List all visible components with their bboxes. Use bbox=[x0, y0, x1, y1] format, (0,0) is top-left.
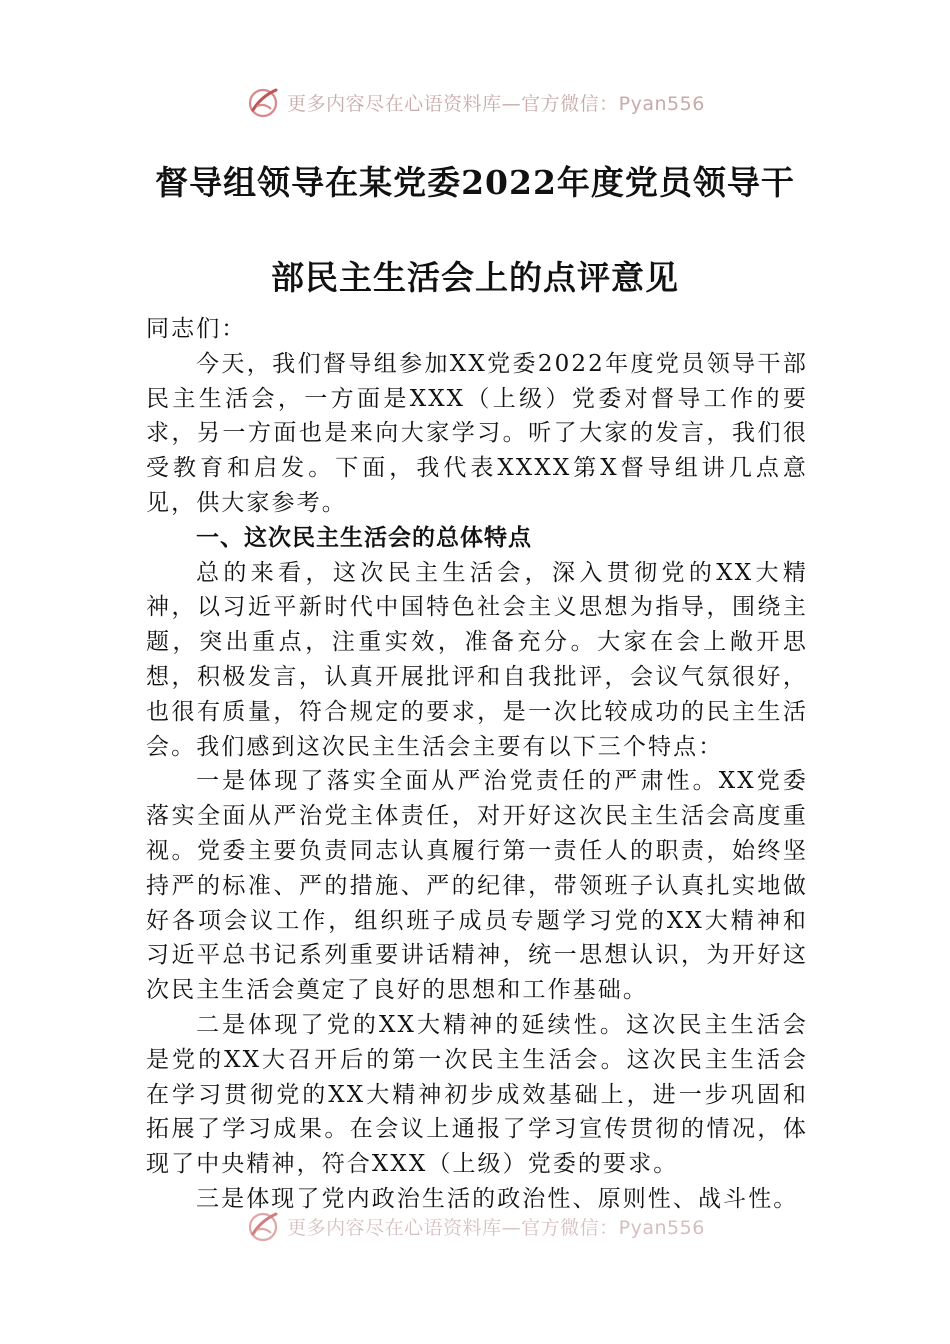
paragraph-point-1: 一是体现了落实全面从严治党责任的严肃性。XX党委落实全面从严治党主体责任，对开好这次民主生活会高度重视。党委主要负责同志认真履行第一责任人的职责，始终坚持严的标准、严的措施、严的纪律，带领班子认真扎实地做好各项会议工作，组织班子成员专题学习党的XX大精神和习近平总书记系列重要讲话精神，统一思想认识，为开好这次民主生活会奠定了良好的思想和工作基础。 bbox=[146, 768, 808, 1004]
paragraph-point-2: 二是体现了党的XX大精神的延续性。这次民主生活会是党的XX大召开后的第一次民主生活会。这次民主生活会在学习贯彻党的XX大精神初步成效基础上，进一步巩固和拓展了学习成果。在会议上通报了学习宣传贯彻的情况，体现了中央精神，符合XXX（上级）党委的要求。 bbox=[146, 1011, 808, 1178]
watermark-footer bbox=[0, 1206, 950, 1246]
document-title-line-2: 部民主生活会上的点评意见 bbox=[271, 258, 679, 297]
paragraph-point-3: 三是体现了党内政治生活的政治性、原则性、战斗性。 bbox=[196, 1185, 799, 1212]
watermark-logo-icon bbox=[245, 84, 281, 120]
section-heading: 一、这次民主生活会的总体特点 bbox=[196, 524, 532, 551]
salutation: 同志们： bbox=[146, 316, 247, 342]
watermark-text: 更多内容尽在心语资料库—官方微信：Pyan556 bbox=[287, 92, 705, 115]
document-title-line-1: 督导组领导在某党委2022年度党员领导干 bbox=[155, 163, 795, 202]
document-body bbox=[146, 312, 808, 1217]
paragraph-intro: 今天，我们督导组参加XX党委2022年度党员领导干部民主生活会，一方面是XXX（上级）党委对督导工作的要求，另一方面也是来向大家学习。听了大家的发言，我们很受教育和启发。下面，我代表XXXX第X督导组讲几点意见，供大家参考。 bbox=[146, 350, 808, 516]
watermark-text: 更多内容尽在心语资料库—官方微信：Pyan556 bbox=[287, 1216, 705, 1239]
watermark-header bbox=[0, 82, 950, 122]
watermark-logo-icon bbox=[245, 1208, 281, 1244]
paragraph-overview: 总的来看，这次民主生活会，深入贯彻党的XX大精神，以习近平新时代中国特色社会主义思想为指导，围绕主题，突出重点，注重实效，准备充分。大家在会上敞开思想，积极发言，认真开展批评和自我批评，会议气氛很好，也很有质量，符合规定的要求，是一次比较成功的民主生活会。我们感到这次民主生活会主要有以下三个特点： bbox=[146, 559, 808, 760]
